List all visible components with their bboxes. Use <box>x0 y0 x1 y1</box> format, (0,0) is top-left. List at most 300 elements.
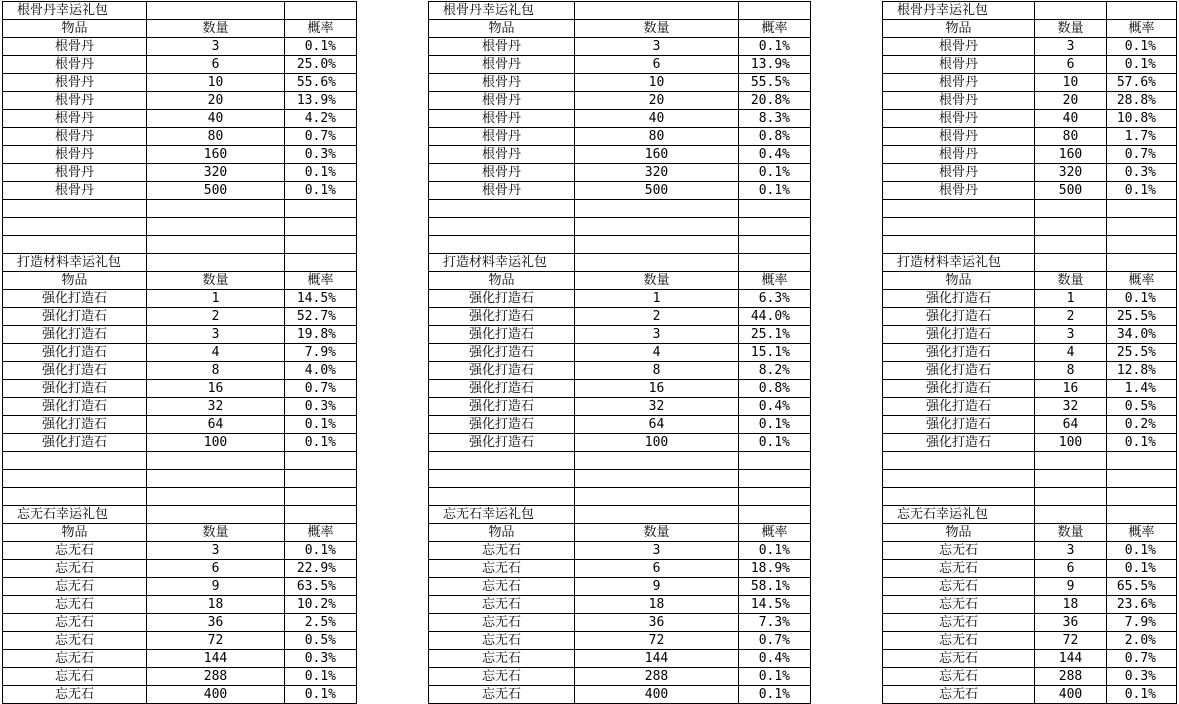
empty-cell[interactable] <box>575 452 739 470</box>
rate-cell[interactable]: 63.5% <box>285 578 357 596</box>
rate-cell[interactable]: 20.8% <box>739 92 811 110</box>
rate-cell[interactable]: 10.2% <box>285 596 357 614</box>
rate-cell[interactable]: 0.1% <box>285 38 357 56</box>
header-qty[interactable]: 数量 <box>147 20 285 38</box>
empty-cell[interactable] <box>1035 218 1107 236</box>
empty-cell[interactable] <box>739 200 811 218</box>
rate-cell[interactable]: 6.3% <box>739 290 811 308</box>
rate-cell[interactable]: 0.1% <box>739 416 811 434</box>
rate-cell[interactable]: 0.8% <box>739 128 811 146</box>
item-cell[interactable]: 强化打造石 <box>883 416 1035 434</box>
empty-cell[interactable] <box>1035 2 1107 20</box>
empty-cell[interactable] <box>285 236 357 254</box>
item-cell[interactable]: 忘无石 <box>883 542 1035 560</box>
qty-cell[interactable]: 20 <box>1035 92 1107 110</box>
section-title[interactable]: 根骨丹幸运礼包 <box>429 2 575 20</box>
item-cell[interactable]: 根骨丹 <box>429 146 575 164</box>
item-cell[interactable]: 根骨丹 <box>429 110 575 128</box>
qty-cell[interactable]: 288 <box>147 668 285 686</box>
qty-cell[interactable]: 32 <box>147 398 285 416</box>
qty-cell[interactable]: 18 <box>1035 596 1107 614</box>
qty-cell[interactable]: 80 <box>147 128 285 146</box>
item-cell[interactable]: 强化打造石 <box>883 344 1035 362</box>
rate-cell[interactable]: 1.4% <box>1107 380 1177 398</box>
qty-cell[interactable]: 9 <box>1035 578 1107 596</box>
empty-cell[interactable] <box>883 452 1035 470</box>
qty-cell[interactable]: 16 <box>147 380 285 398</box>
qty-cell[interactable]: 100 <box>147 434 285 452</box>
qty-cell[interactable]: 18 <box>575 596 739 614</box>
item-cell[interactable]: 忘无石 <box>3 614 147 632</box>
qty-cell[interactable]: 6 <box>147 560 285 578</box>
empty-cell[interactable] <box>739 218 811 236</box>
item-cell[interactable]: 忘无石 <box>883 686 1035 704</box>
item-cell[interactable]: 忘无石 <box>429 686 575 704</box>
empty-cell[interactable] <box>1107 218 1177 236</box>
qty-cell[interactable]: 6 <box>147 56 285 74</box>
empty-cell[interactable] <box>147 254 285 272</box>
item-cell[interactable]: 强化打造石 <box>883 290 1035 308</box>
header-rate[interactable]: 概率 <box>285 20 357 38</box>
rate-cell[interactable]: 0.3% <box>285 398 357 416</box>
item-cell[interactable]: 忘无石 <box>3 686 147 704</box>
item-cell[interactable]: 忘无石 <box>3 668 147 686</box>
item-cell[interactable]: 忘无石 <box>3 542 147 560</box>
item-cell[interactable]: 忘无石 <box>429 596 575 614</box>
item-cell[interactable]: 强化打造石 <box>429 380 575 398</box>
qty-cell[interactable]: 20 <box>147 92 285 110</box>
empty-cell[interactable] <box>147 470 285 488</box>
empty-cell[interactable] <box>1035 452 1107 470</box>
empty-cell[interactable] <box>285 2 357 20</box>
empty-cell[interactable] <box>147 452 285 470</box>
rate-cell[interactable]: 10.8% <box>1107 110 1177 128</box>
qty-cell[interactable]: 144 <box>147 650 285 668</box>
empty-cell[interactable] <box>883 470 1035 488</box>
empty-cell[interactable] <box>1107 200 1177 218</box>
empty-cell[interactable] <box>575 254 739 272</box>
rate-cell[interactable]: 0.1% <box>285 434 357 452</box>
qty-cell[interactable]: 16 <box>1035 380 1107 398</box>
item-cell[interactable]: 根骨丹 <box>3 164 147 182</box>
item-cell[interactable]: 强化打造石 <box>3 434 147 452</box>
empty-cell[interactable] <box>575 506 739 524</box>
empty-cell[interactable] <box>285 506 357 524</box>
empty-cell[interactable] <box>575 488 739 506</box>
qty-cell[interactable]: 400 <box>1035 686 1107 704</box>
qty-cell[interactable]: 32 <box>575 398 739 416</box>
header-rate[interactable]: 概率 <box>285 524 357 542</box>
rate-cell[interactable]: 25.5% <box>1107 308 1177 326</box>
qty-cell[interactable]: 72 <box>147 632 285 650</box>
item-cell[interactable]: 强化打造石 <box>3 398 147 416</box>
item-cell[interactable]: 忘无石 <box>429 668 575 686</box>
item-cell[interactable]: 根骨丹 <box>3 56 147 74</box>
empty-cell[interactable] <box>285 470 357 488</box>
rate-cell[interactable]: 8.2% <box>739 362 811 380</box>
rate-cell[interactable]: 0.1% <box>285 668 357 686</box>
item-cell[interactable]: 根骨丹 <box>3 146 147 164</box>
qty-cell[interactable]: 320 <box>147 164 285 182</box>
qty-cell[interactable]: 2 <box>1035 308 1107 326</box>
rate-cell[interactable]: 0.1% <box>285 164 357 182</box>
rate-cell[interactable]: 52.7% <box>285 308 357 326</box>
empty-cell[interactable] <box>285 218 357 236</box>
item-cell[interactable]: 强化打造石 <box>429 308 575 326</box>
qty-cell[interactable]: 72 <box>575 632 739 650</box>
header-qty[interactable]: 数量 <box>575 524 739 542</box>
empty-cell[interactable] <box>3 236 147 254</box>
empty-cell[interactable] <box>739 236 811 254</box>
rate-cell[interactable]: 0.7% <box>1107 650 1177 668</box>
header-rate[interactable]: 概率 <box>1107 272 1177 290</box>
rate-cell[interactable]: 23.6% <box>1107 596 1177 614</box>
rate-cell[interactable]: 25.1% <box>739 326 811 344</box>
qty-cell[interactable]: 500 <box>575 182 739 200</box>
qty-cell[interactable]: 8 <box>1035 362 1107 380</box>
rate-cell[interactable]: 44.0% <box>739 308 811 326</box>
item-cell[interactable]: 根骨丹 <box>3 182 147 200</box>
item-cell[interactable]: 忘无石 <box>883 614 1035 632</box>
empty-cell[interactable] <box>575 236 739 254</box>
qty-cell[interactable]: 3 <box>575 326 739 344</box>
qty-cell[interactable]: 10 <box>1035 74 1107 92</box>
qty-cell[interactable]: 80 <box>575 128 739 146</box>
item-cell[interactable]: 忘无石 <box>3 578 147 596</box>
qty-cell[interactable]: 3 <box>575 542 739 560</box>
qty-cell[interactable]: 40 <box>147 110 285 128</box>
empty-cell[interactable] <box>1107 2 1177 20</box>
qty-cell[interactable]: 3 <box>1035 38 1107 56</box>
item-cell[interactable]: 忘无石 <box>883 578 1035 596</box>
rate-cell[interactable]: 57.6% <box>1107 74 1177 92</box>
item-cell[interactable]: 强化打造石 <box>429 290 575 308</box>
item-cell[interactable]: 强化打造石 <box>429 326 575 344</box>
header-item[interactable]: 物品 <box>883 20 1035 38</box>
item-cell[interactable]: 根骨丹 <box>883 38 1035 56</box>
header-item[interactable]: 物品 <box>3 272 147 290</box>
section-title[interactable]: 打造材料幸运礼包 <box>3 254 147 272</box>
qty-cell[interactable]: 36 <box>147 614 285 632</box>
rate-cell[interactable]: 22.9% <box>285 560 357 578</box>
qty-cell[interactable]: 40 <box>575 110 739 128</box>
item-cell[interactable]: 强化打造石 <box>3 308 147 326</box>
section-title[interactable]: 忘无石幸运礼包 <box>429 506 575 524</box>
qty-cell[interactable]: 64 <box>147 416 285 434</box>
rate-cell[interactable]: 7.9% <box>285 344 357 362</box>
qty-cell[interactable]: 3 <box>1035 542 1107 560</box>
qty-cell[interactable]: 6 <box>1035 560 1107 578</box>
header-item[interactable]: 物品 <box>3 524 147 542</box>
rate-cell[interactable]: 0.2% <box>1107 416 1177 434</box>
item-cell[interactable]: 忘无石 <box>883 668 1035 686</box>
qty-cell[interactable]: 400 <box>575 686 739 704</box>
rate-cell[interactable]: 65.5% <box>1107 578 1177 596</box>
qty-cell[interactable]: 160 <box>1035 146 1107 164</box>
rate-cell[interactable]: 0.7% <box>1107 146 1177 164</box>
item-cell[interactable]: 忘无石 <box>883 632 1035 650</box>
rate-cell[interactable]: 13.9% <box>285 92 357 110</box>
qty-cell[interactable]: 2 <box>575 308 739 326</box>
header-qty[interactable]: 数量 <box>575 272 739 290</box>
empty-cell[interactable] <box>1107 506 1177 524</box>
item-cell[interactable]: 强化打造石 <box>3 416 147 434</box>
header-rate[interactable]: 概率 <box>739 524 811 542</box>
qty-cell[interactable]: 2 <box>147 308 285 326</box>
empty-cell[interactable] <box>739 2 811 20</box>
item-cell[interactable]: 忘无石 <box>429 542 575 560</box>
empty-cell[interactable] <box>575 218 739 236</box>
qty-cell[interactable]: 6 <box>1035 56 1107 74</box>
qty-cell[interactable]: 288 <box>1035 668 1107 686</box>
header-qty[interactable]: 数量 <box>147 272 285 290</box>
qty-cell[interactable]: 9 <box>575 578 739 596</box>
qty-cell[interactable]: 500 <box>1035 182 1107 200</box>
item-cell[interactable]: 忘无石 <box>883 650 1035 668</box>
rate-cell[interactable]: 4.2% <box>285 110 357 128</box>
rate-cell[interactable]: 14.5% <box>739 596 811 614</box>
item-cell[interactable]: 强化打造石 <box>429 344 575 362</box>
item-cell[interactable]: 忘无石 <box>3 596 147 614</box>
rate-cell[interactable]: 0.5% <box>285 632 357 650</box>
empty-cell[interactable] <box>1035 200 1107 218</box>
rate-cell[interactable]: 55.5% <box>739 74 811 92</box>
qty-cell[interactable]: 6 <box>575 56 739 74</box>
empty-cell[interactable] <box>3 452 147 470</box>
qty-cell[interactable]: 10 <box>147 74 285 92</box>
empty-cell[interactable] <box>883 200 1035 218</box>
item-cell[interactable]: 根骨丹 <box>429 92 575 110</box>
rate-cell[interactable]: 7.3% <box>739 614 811 632</box>
qty-cell[interactable]: 144 <box>1035 650 1107 668</box>
empty-cell[interactable] <box>1035 506 1107 524</box>
item-cell[interactable]: 强化打造石 <box>3 380 147 398</box>
empty-cell[interactable] <box>1107 488 1177 506</box>
qty-cell[interactable]: 1 <box>575 290 739 308</box>
item-cell[interactable]: 强化打造石 <box>3 362 147 380</box>
rate-cell[interactable]: 19.8% <box>285 326 357 344</box>
header-item[interactable]: 物品 <box>883 272 1035 290</box>
empty-cell[interactable] <box>1107 254 1177 272</box>
rate-cell[interactable]: 0.1% <box>1107 434 1177 452</box>
item-cell[interactable]: 忘无石 <box>3 560 147 578</box>
rate-cell[interactable]: 15.1% <box>739 344 811 362</box>
empty-cell[interactable] <box>3 218 147 236</box>
rate-cell[interactable]: 8.3% <box>739 110 811 128</box>
item-cell[interactable]: 根骨丹 <box>883 74 1035 92</box>
rate-cell[interactable]: 0.1% <box>739 164 811 182</box>
qty-cell[interactable]: 20 <box>575 92 739 110</box>
header-qty[interactable]: 数量 <box>147 524 285 542</box>
rate-cell[interactable]: 28.8% <box>1107 92 1177 110</box>
rate-cell[interactable]: 0.1% <box>1107 56 1177 74</box>
empty-cell[interactable] <box>429 488 575 506</box>
qty-cell[interactable]: 1 <box>1035 290 1107 308</box>
rate-cell[interactable]: 0.1% <box>285 686 357 704</box>
item-cell[interactable]: 根骨丹 <box>429 182 575 200</box>
qty-cell[interactable]: 72 <box>1035 632 1107 650</box>
rate-cell[interactable]: 0.1% <box>1107 560 1177 578</box>
item-cell[interactable]: 根骨丹 <box>3 38 147 56</box>
item-cell[interactable]: 根骨丹 <box>883 182 1035 200</box>
qty-cell[interactable]: 8 <box>575 362 739 380</box>
empty-cell[interactable] <box>285 254 357 272</box>
item-cell[interactable]: 强化打造石 <box>429 416 575 434</box>
empty-cell[interactable] <box>147 218 285 236</box>
qty-cell[interactable]: 320 <box>575 164 739 182</box>
item-cell[interactable]: 根骨丹 <box>883 92 1035 110</box>
item-cell[interactable]: 忘无石 <box>429 560 575 578</box>
item-cell[interactable]: 根骨丹 <box>3 128 147 146</box>
item-cell[interactable]: 根骨丹 <box>3 92 147 110</box>
empty-cell[interactable] <box>285 200 357 218</box>
rate-cell[interactable]: 18.9% <box>739 560 811 578</box>
item-cell[interactable]: 强化打造石 <box>883 380 1035 398</box>
rate-cell[interactable]: 25.5% <box>1107 344 1177 362</box>
header-item[interactable]: 物品 <box>429 20 575 38</box>
empty-cell[interactable] <box>739 506 811 524</box>
qty-cell[interactable]: 4 <box>147 344 285 362</box>
empty-cell[interactable] <box>739 470 811 488</box>
item-cell[interactable]: 忘无石 <box>429 632 575 650</box>
empty-cell[interactable] <box>575 470 739 488</box>
rate-cell[interactable]: 0.7% <box>739 632 811 650</box>
qty-cell[interactable]: 3 <box>575 38 739 56</box>
qty-cell[interactable]: 160 <box>147 146 285 164</box>
header-item[interactable]: 物品 <box>429 524 575 542</box>
item-cell[interactable]: 强化打造石 <box>429 398 575 416</box>
empty-cell[interactable] <box>739 452 811 470</box>
item-cell[interactable]: 强化打造石 <box>429 434 575 452</box>
empty-cell[interactable] <box>3 470 147 488</box>
qty-cell[interactable]: 6 <box>575 560 739 578</box>
empty-cell[interactable] <box>1035 236 1107 254</box>
item-cell[interactable]: 强化打造石 <box>3 344 147 362</box>
rate-cell[interactable]: 0.4% <box>739 146 811 164</box>
qty-cell[interactable]: 144 <box>575 650 739 668</box>
item-cell[interactable]: 忘无石 <box>883 560 1035 578</box>
header-qty[interactable]: 数量 <box>1035 524 1107 542</box>
item-cell[interactable]: 忘无石 <box>883 596 1035 614</box>
qty-cell[interactable]: 80 <box>1035 128 1107 146</box>
rate-cell[interactable]: 0.1% <box>739 38 811 56</box>
empty-cell[interactable] <box>1035 470 1107 488</box>
rate-cell[interactable]: 7.9% <box>1107 614 1177 632</box>
item-cell[interactable]: 根骨丹 <box>429 56 575 74</box>
item-cell[interactable]: 根骨丹 <box>429 38 575 56</box>
rate-cell[interactable]: 0.1% <box>739 182 811 200</box>
rate-cell[interactable]: 0.3% <box>285 146 357 164</box>
qty-cell[interactable]: 64 <box>575 416 739 434</box>
rate-cell[interactable]: 0.1% <box>739 668 811 686</box>
qty-cell[interactable]: 16 <box>575 380 739 398</box>
header-qty[interactable]: 数量 <box>575 20 739 38</box>
qty-cell[interactable]: 36 <box>575 614 739 632</box>
rate-cell[interactable]: 0.1% <box>285 182 357 200</box>
empty-cell[interactable] <box>883 488 1035 506</box>
rate-cell[interactable]: 1.7% <box>1107 128 1177 146</box>
empty-cell[interactable] <box>429 470 575 488</box>
item-cell[interactable]: 忘无石 <box>429 578 575 596</box>
item-cell[interactable]: 强化打造石 <box>429 362 575 380</box>
rate-cell[interactable]: 0.4% <box>739 650 811 668</box>
empty-cell[interactable] <box>147 200 285 218</box>
rate-cell[interactable]: 0.3% <box>1107 164 1177 182</box>
qty-cell[interactable]: 8 <box>147 362 285 380</box>
rate-cell[interactable]: 0.1% <box>739 542 811 560</box>
section-title[interactable]: 忘无石幸运礼包 <box>883 506 1035 524</box>
empty-cell[interactable] <box>147 2 285 20</box>
item-cell[interactable]: 根骨丹 <box>883 56 1035 74</box>
qty-cell[interactable]: 18 <box>147 596 285 614</box>
empty-cell[interactable] <box>1107 236 1177 254</box>
empty-cell[interactable] <box>429 236 575 254</box>
rate-cell[interactable]: 0.1% <box>285 542 357 560</box>
qty-cell[interactable]: 4 <box>1035 344 1107 362</box>
item-cell[interactable]: 强化打造石 <box>883 398 1035 416</box>
header-rate[interactable]: 概率 <box>1107 524 1177 542</box>
item-cell[interactable]: 根骨丹 <box>429 164 575 182</box>
item-cell[interactable]: 强化打造石 <box>883 326 1035 344</box>
header-qty[interactable]: 数量 <box>1035 20 1107 38</box>
rate-cell[interactable]: 0.3% <box>285 650 357 668</box>
rate-cell[interactable]: 58.1% <box>739 578 811 596</box>
item-cell[interactable]: 根骨丹 <box>3 74 147 92</box>
empty-cell[interactable] <box>147 488 285 506</box>
qty-cell[interactable]: 3 <box>147 326 285 344</box>
empty-cell[interactable] <box>3 200 147 218</box>
rate-cell[interactable]: 0.7% <box>285 380 357 398</box>
empty-cell[interactable] <box>739 488 811 506</box>
header-item[interactable]: 物品 <box>3 20 147 38</box>
empty-cell[interactable] <box>1035 254 1107 272</box>
rate-cell[interactable]: 13.9% <box>739 56 811 74</box>
qty-cell[interactable]: 400 <box>147 686 285 704</box>
header-rate[interactable]: 概率 <box>1107 20 1177 38</box>
empty-cell[interactable] <box>883 236 1035 254</box>
item-cell[interactable]: 忘无石 <box>3 632 147 650</box>
qty-cell[interactable]: 500 <box>147 182 285 200</box>
item-cell[interactable]: 根骨丹 <box>883 128 1035 146</box>
qty-cell[interactable]: 288 <box>575 668 739 686</box>
rate-cell[interactable]: 0.1% <box>1107 290 1177 308</box>
section-title[interactable]: 打造材料幸运礼包 <box>429 254 575 272</box>
rate-cell[interactable]: 0.8% <box>739 380 811 398</box>
qty-cell[interactable]: 3 <box>147 542 285 560</box>
item-cell[interactable]: 强化打造石 <box>883 308 1035 326</box>
rate-cell[interactable]: 0.3% <box>1107 668 1177 686</box>
empty-cell[interactable] <box>883 218 1035 236</box>
rate-cell[interactable]: 0.4% <box>739 398 811 416</box>
item-cell[interactable]: 根骨丹 <box>883 110 1035 128</box>
empty-cell[interactable] <box>147 506 285 524</box>
item-cell[interactable]: 强化打造石 <box>883 434 1035 452</box>
empty-cell[interactable] <box>147 236 285 254</box>
rate-cell[interactable]: 25.0% <box>285 56 357 74</box>
rate-cell[interactable]: 0.1% <box>739 686 811 704</box>
rate-cell[interactable]: 4.0% <box>285 362 357 380</box>
rate-cell[interactable]: 0.1% <box>1107 542 1177 560</box>
qty-cell[interactable]: 100 <box>1035 434 1107 452</box>
rate-cell[interactable]: 55.6% <box>285 74 357 92</box>
item-cell[interactable]: 根骨丹 <box>3 110 147 128</box>
qty-cell[interactable]: 10 <box>575 74 739 92</box>
rate-cell[interactable]: 0.1% <box>739 434 811 452</box>
item-cell[interactable]: 强化打造石 <box>3 326 147 344</box>
rate-cell[interactable]: 2.0% <box>1107 632 1177 650</box>
rate-cell[interactable]: 0.5% <box>1107 398 1177 416</box>
header-qty[interactable]: 数量 <box>1035 272 1107 290</box>
